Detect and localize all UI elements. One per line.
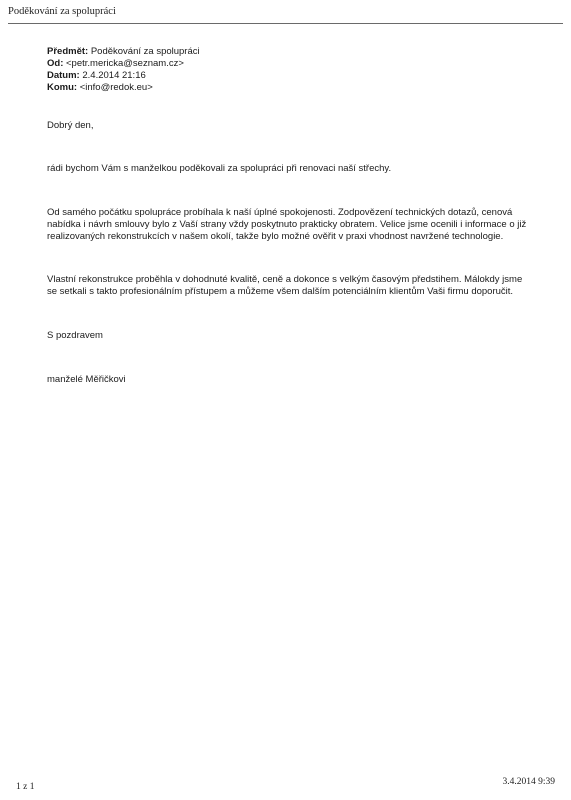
header-divider xyxy=(8,23,563,24)
page-counter: 1 z 1 xyxy=(16,782,35,792)
subject-row xyxy=(47,46,200,58)
closing: S pozdravem xyxy=(47,330,103,341)
print-timestamp: 3.4.2014 9:39 xyxy=(502,777,555,787)
date-value: 2.4.2014 21:16 xyxy=(82,70,146,81)
print-header-title: Poděkování za spolupráci xyxy=(8,6,116,17)
to-row xyxy=(47,82,200,94)
subject-label: Předmět: xyxy=(47,46,89,57)
paragraph-cooperation: Od samého počátku spolupráce probíhala k naší úplné spokojenosti. Zodpovězení technických dotazů, cenová nabídka i návrh smlouvy bylo z Vaší strany vždy poskytnuto prakticky obratem. Velice jsme ocenili i informace o již realizovaných rekonstrukcích v našem okolí, takže bylo možné ověřit v praxi vhodnost navržené technologie. xyxy=(47,207,527,242)
greeting: Dobrý den, xyxy=(47,120,94,131)
to-value: <info@redok.eu> xyxy=(79,82,153,93)
from-row xyxy=(47,58,200,70)
to-label: Komu: xyxy=(47,82,78,93)
email-metadata xyxy=(47,46,200,94)
paragraph-thanks: rádi bychom Vám s manželkou poděkovali za spolupráci při renovaci naší střechy. xyxy=(47,163,392,174)
from-label: Od: xyxy=(47,58,64,69)
signature: manželé Měřičkovi xyxy=(47,374,126,385)
date-row xyxy=(47,70,200,82)
date-label: Datum: xyxy=(47,70,80,81)
subject-value: Poděkování za spolupráci xyxy=(90,46,200,57)
paragraph-reconstruction: Vlastní rekonstrukce proběhla v dohodnuté kvalitě, ceně a dokonce s velkým časovým předstihem. Málokdy jsme se setkali s takto profesionálním přístupem a můžeme všem dalším potenciálním klientům Vaši firmu doporučit. xyxy=(47,274,523,297)
from-value: <petr.mericka@seznam.cz> xyxy=(66,58,184,69)
